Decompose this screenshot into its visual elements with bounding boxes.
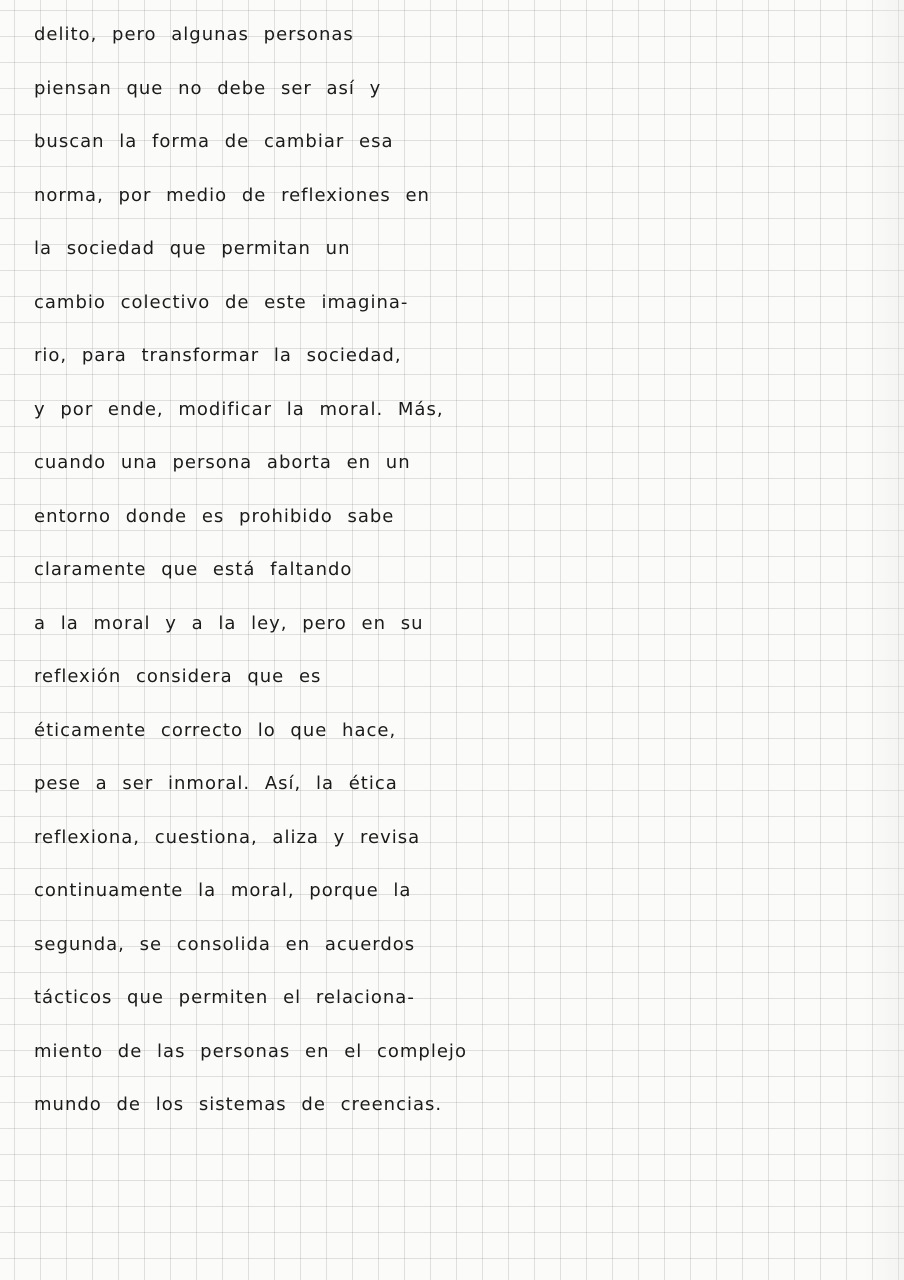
text-line: segunda, se consolida en acuerdos <box>34 933 416 955</box>
text-line: tácticos que permiten el relaciona- <box>34 987 415 1008</box>
text-line: miento de las personas en el complejo <box>34 1040 467 1062</box>
text-line: cuando una persona aborta en un <box>34 452 411 473</box>
text-line: rio, para transformar la sociedad, <box>34 345 402 366</box>
text-line: éticamente correcto lo que hace, <box>34 719 397 741</box>
text-line: norma, por medio de reflexiones en <box>34 184 430 206</box>
text-line: delito, pero algunas personas <box>34 24 354 45</box>
text-line: continuamente la moral, porque la <box>34 880 412 901</box>
text-line: pese a ser inmoral. Así, la ética <box>34 773 398 794</box>
text-line: reflexión considera que es <box>34 666 322 687</box>
text-line: cambio colectivo de este imagina- <box>34 291 409 313</box>
text-line: piensan que no debe ser así y <box>34 77 382 99</box>
text-line: y por ende, modificar la moral. Más, <box>34 398 444 420</box>
text-line: a la moral y a la ley, pero en su <box>34 612 424 634</box>
text-line: la sociedad que permitan un <box>34 238 351 259</box>
text-line: buscan la forma de cambiar esa <box>34 131 394 152</box>
text-line: reflexiona, cuestiona, aliza y revisa <box>34 826 421 848</box>
text-line: claramente que está faltando <box>34 559 353 580</box>
text-line: entorno donde es prohibido sabe <box>34 505 395 527</box>
handwritten-text <box>34 8 884 1132</box>
text-line: mundo de los sistemas de creencias. <box>34 1094 443 1115</box>
